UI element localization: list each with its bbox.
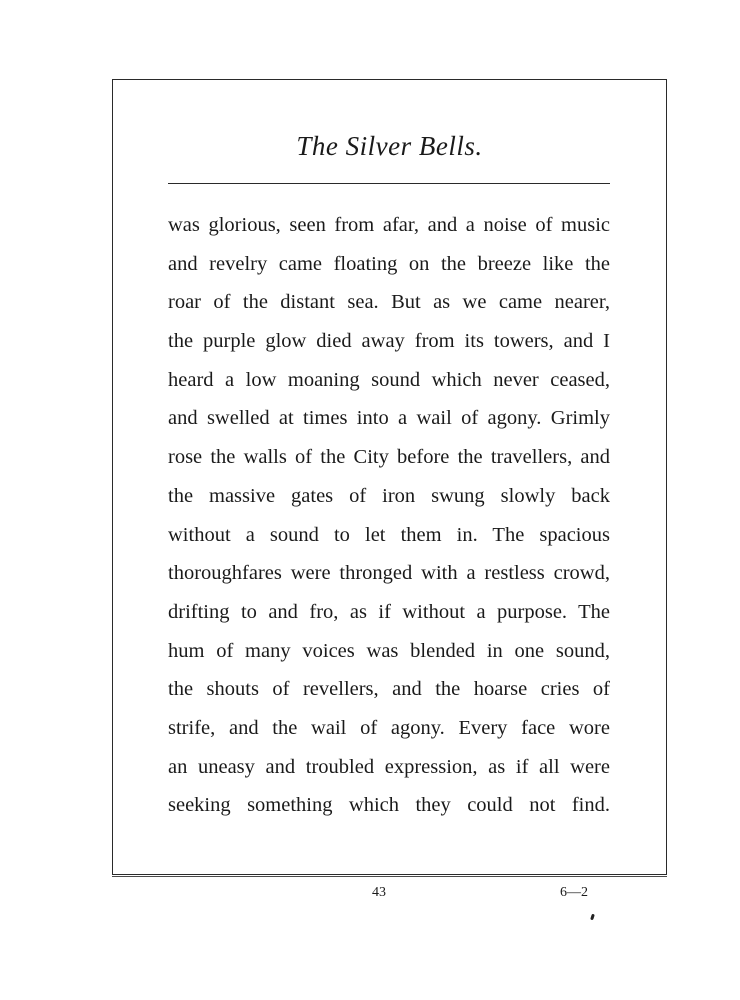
text-line: without a sound to let them in. The spacious xyxy=(168,523,610,546)
text-line: seeking something which they could not find. xyxy=(168,794,610,817)
text-line: hum of many voices was blended in one sound, xyxy=(168,639,610,662)
text-line: rose the walls of the City before the travellers, and xyxy=(168,446,610,469)
text-line: was glorious, seen from afar, and a noise of music xyxy=(168,214,610,236)
title-rule xyxy=(168,183,610,184)
page-number: 43 xyxy=(372,885,386,900)
text-line: strife, and the wail of agony. Every face wore xyxy=(168,716,610,739)
page-title: The Silver Bells. xyxy=(296,131,483,161)
text-line: heard a low moaning sound which never ceased, xyxy=(168,368,610,391)
text-line: and swelled at times into a wail of agony. Grimly xyxy=(168,407,610,430)
text-line: roar of the distant sea. But as we came nearer, xyxy=(168,291,610,314)
signature-mark: 6—2 xyxy=(560,885,588,900)
text-line: thoroughfares were thronged with a restless crowd, xyxy=(168,562,610,585)
text-line: drifting to and fro, as if without a purpose. The xyxy=(168,600,610,623)
text-line: an uneasy and troubled expression, as if all were xyxy=(168,755,610,778)
text-line: the purple glow died away from its towers, and I xyxy=(168,330,610,353)
text-line: and revelry came floating on the breeze like the xyxy=(168,252,610,275)
text-line: the massive gates of iron swung slowly back xyxy=(168,484,610,507)
body-text xyxy=(168,206,610,825)
footer-rule xyxy=(112,876,667,877)
ink-speck xyxy=(590,914,595,921)
text-line: the shouts of revellers, and the hoarse cries of xyxy=(168,678,610,701)
